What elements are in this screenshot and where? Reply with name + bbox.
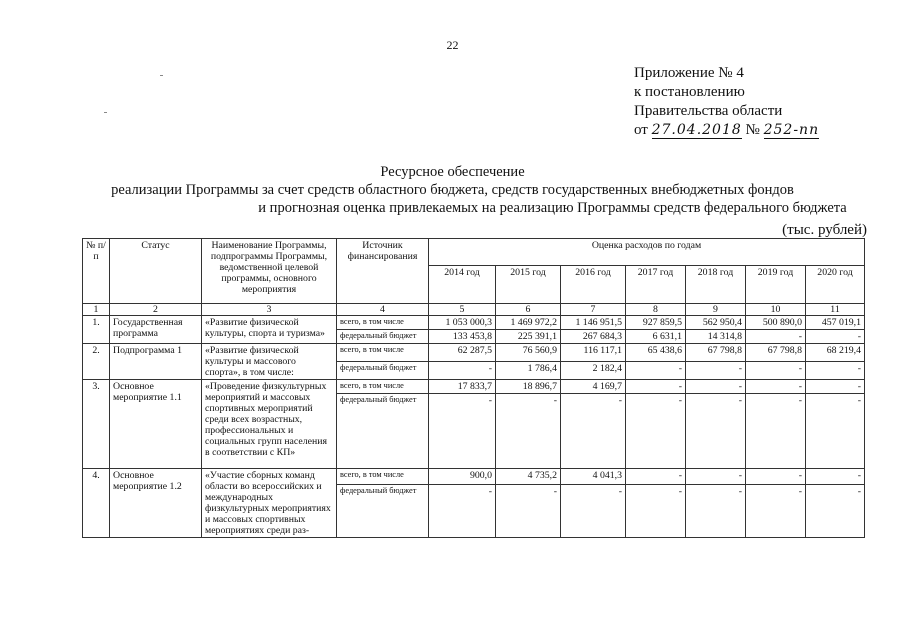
source-federal: федеральный бюджет (337, 394, 429, 469)
column-number: 3 (202, 304, 337, 316)
table-row (83, 380, 865, 394)
resource-table (82, 238, 865, 538)
value-cell: 133 453,8 (429, 330, 496, 344)
value-cell: 4 169,7 (561, 380, 626, 394)
value-cell: 116 117,1 (561, 344, 626, 362)
document-title-line-2: реализации Программы за счет средств областного бюджета, средств государственных внебюджетных фондов (111, 182, 794, 198)
row-number: 2. (83, 344, 110, 380)
header-year: 2018 год (686, 266, 746, 304)
value-cell: 14 314,8 (686, 330, 746, 344)
header-year: 2019 год (746, 266, 806, 304)
value-cell: - (746, 330, 806, 344)
source-federal: федеральный бюджет (337, 330, 429, 344)
source-total: всего, в том числе (337, 469, 429, 485)
value-cell: - (686, 362, 746, 380)
column-number: 1 (83, 304, 110, 316)
row-status: Основное мероприятие 1.2 (110, 469, 202, 538)
column-number: 8 (626, 304, 686, 316)
value-cell: 62 287,5 (429, 344, 496, 362)
value-cell: - (746, 394, 806, 469)
value-cell: - (626, 394, 686, 469)
source-federal: федеральный бюджет (337, 485, 429, 538)
value-cell: 76 560,9 (496, 344, 561, 362)
value-cell: 1 146 951,5 (561, 316, 626, 330)
column-number: 2 (110, 304, 202, 316)
value-cell: 67 798,8 (746, 344, 806, 362)
value-cell: 17 833,7 (429, 380, 496, 394)
value-cell: 500 890,0 (746, 316, 806, 330)
value-cell: 2 182,4 (561, 362, 626, 380)
document-title-line-3: и прогнозная оценка привлекаемых на реализацию Программы средств федерального бюджета (258, 200, 847, 216)
header-no: № п/п (83, 239, 110, 304)
appendix-line-3: Правительства области (634, 103, 783, 119)
header-year: 2020 год (806, 266, 865, 304)
value-cell: - (806, 485, 865, 538)
row-status: Государственная программа (110, 316, 202, 344)
value-cell: 4 041,3 (561, 469, 626, 485)
value-cell: 67 798,8 (686, 344, 746, 362)
value-cell: - (496, 394, 561, 469)
value-cell: - (429, 362, 496, 380)
value-cell: 457 019,1 (806, 316, 865, 330)
value-cell: 65 438,6 (626, 344, 686, 362)
value-cell: - (806, 394, 865, 469)
appendix-header (634, 64, 819, 140)
scan-speck (104, 112, 107, 113)
row-name: «Развитие физической культуры и массового спорта», в том числе: (202, 344, 337, 380)
value-cell: - (806, 330, 865, 344)
page-number: 22 (446, 38, 459, 52)
appendix-line-2: к постановлению (634, 84, 745, 100)
row-status: Основное мероприятие 1.1 (110, 380, 202, 469)
value-cell: - (686, 394, 746, 469)
number-prefix: № (745, 122, 760, 138)
header-name: Наименование Программы, подпрограммы Программы, ведомственной целевой программы, основного мероприятия (202, 239, 337, 304)
table-row (83, 344, 865, 362)
value-cell: 4 735,2 (496, 469, 561, 485)
value-cell: - (429, 485, 496, 538)
table-row (83, 469, 865, 485)
row-number: 4. (83, 469, 110, 538)
value-cell: - (626, 362, 686, 380)
header-year: 2017 год (626, 266, 686, 304)
handwritten-number: 252-пп (763, 122, 820, 138)
header-estimate: Оценка расходов по годам (429, 239, 865, 266)
source-total: всего, в том числе (337, 344, 429, 362)
column-number: 5 (429, 304, 496, 316)
value-cell: - (686, 485, 746, 538)
header-status: Статус (110, 239, 202, 304)
column-number: 7 (561, 304, 626, 316)
value-cell: - (429, 394, 496, 469)
value-cell: - (626, 469, 686, 485)
header-year: 2016 год (561, 266, 626, 304)
value-cell: - (746, 469, 806, 485)
value-cell: 900,0 (429, 469, 496, 485)
source-total: всего, в том числе (337, 316, 429, 330)
value-cell: 267 684,3 (561, 330, 626, 344)
units-label: (тыс. рублей) (782, 222, 867, 238)
column-number: 6 (496, 304, 561, 316)
row-name: «Участие сборных команд области во всероссийских и международных физкультурных мероприятиях и массовых спортивных мероприятиях среди раз- (202, 469, 337, 538)
column-number: 9 (686, 304, 746, 316)
value-cell: - (496, 485, 561, 538)
value-cell: - (806, 380, 865, 394)
row-number: 3. (83, 380, 110, 469)
column-numbers-row (83, 304, 865, 316)
value-cell: 927 859,5 (626, 316, 686, 330)
table-row (83, 316, 865, 330)
value-cell: - (686, 380, 746, 394)
value-cell: - (561, 394, 626, 469)
column-number: 10 (746, 304, 806, 316)
date-prefix: от (634, 122, 648, 138)
scan-speck (160, 75, 163, 76)
value-cell: - (746, 380, 806, 394)
header-year: 2014 год (429, 266, 496, 304)
value-cell: - (561, 485, 626, 538)
row-status: Подпрограмма 1 (110, 344, 202, 380)
value-cell: 6 631,1 (626, 330, 686, 344)
handwritten-date: 27.04.2018 (651, 122, 742, 138)
source-total: всего, в том числе (337, 380, 429, 394)
value-cell: 1 469 972,2 (496, 316, 561, 330)
value-cell: - (746, 362, 806, 380)
column-number: 4 (337, 304, 429, 316)
appendix-date-line (634, 121, 819, 140)
appendix-line-1: Приложение № 4 (634, 65, 744, 81)
value-cell: - (806, 469, 865, 485)
value-cell: - (626, 380, 686, 394)
value-cell: 225 391,1 (496, 330, 561, 344)
value-cell: - (686, 469, 746, 485)
row-name: «Проведение физкультурных мероприятий и массовых спортивных мероприятий среди всех возрастных, профессиональных и социальных групп населения в соответствии с КП» (202, 380, 337, 469)
column-number: 11 (806, 304, 865, 316)
header-row (83, 239, 865, 266)
value-cell: - (626, 485, 686, 538)
value-cell: - (746, 485, 806, 538)
row-number: 1. (83, 316, 110, 344)
value-cell: - (806, 362, 865, 380)
document-title-line-1: Ресурсное обеспечение (380, 164, 525, 180)
header-source: Источник финансирования (337, 239, 429, 304)
value-cell: 68 219,4 (806, 344, 865, 362)
source-federal: федеральный бюджет (337, 362, 429, 380)
value-cell: 1 786,4 (496, 362, 561, 380)
value-cell: 1 053 000,3 (429, 316, 496, 330)
value-cell: 562 950,4 (686, 316, 746, 330)
value-cell: 18 896,7 (496, 380, 561, 394)
header-year: 2015 год (496, 266, 561, 304)
row-name: «Развитие физической культуры, спорта и туризма» (202, 316, 337, 344)
